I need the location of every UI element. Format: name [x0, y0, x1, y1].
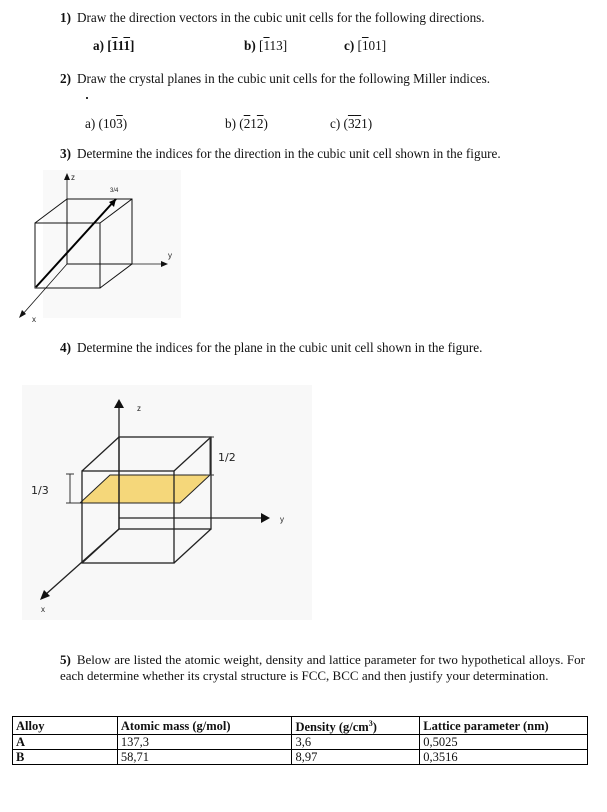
cell-atomic-mass: 58,71	[117, 750, 292, 765]
q1-option-a	[93, 38, 134, 54]
fig4-label-half: 1/2	[218, 451, 236, 464]
fig4-axis-x-label: x	[41, 605, 45, 614]
bracket: (	[343, 116, 348, 131]
header-atomic-mass: Atomic mass (g/mol)	[117, 717, 292, 735]
overlined-index: 2	[256, 116, 264, 131]
cell-atomic-mass: 137,3	[117, 735, 292, 750]
option-label: b)	[244, 38, 256, 53]
question-1	[60, 10, 485, 26]
bracket: )	[122, 116, 128, 131]
alloy-table	[12, 716, 588, 765]
cell-alloy: A	[13, 735, 118, 750]
fig4-axis-y-label: y	[280, 515, 284, 524]
question-number: 4)	[60, 340, 71, 355]
bracket: [	[107, 38, 112, 53]
option-label: c)	[344, 38, 355, 53]
overlined-index: 3	[116, 116, 123, 131]
question-text: Draw the crystal planes in the cubic unit cells for the following Miller indices.	[77, 71, 491, 86]
bracket: ]	[130, 38, 135, 53]
overlined-index: 3	[347, 116, 355, 131]
question-2	[60, 71, 490, 87]
question-text: Determine the indices for the plane in the cubic unit cell shown in the figure.	[77, 340, 483, 355]
bracket: )	[263, 116, 268, 131]
question-text: Below are listed the atomic weight, density and lattice parameter for two hypothetical alloys. For each determine whether its crystal structure is FCC, BCC and then justify your determination.	[60, 652, 585, 683]
index: 1	[117, 38, 124, 53]
fig3-axis-y-label: y	[168, 251, 172, 260]
figure-plane-cube	[22, 385, 312, 620]
question-4	[60, 340, 482, 356]
header-alloy: Alloy	[13, 717, 118, 735]
question-text: Determine the indices for the direction in the cubic unit cell shown in the figure.	[77, 146, 501, 161]
q2-option-a	[85, 116, 127, 132]
header-density-exponent: 3	[368, 719, 373, 728]
index: 01]	[368, 38, 387, 53]
overlined-index: 1	[263, 38, 270, 53]
index: 13]	[269, 38, 288, 53]
q2-option-b	[225, 116, 268, 132]
overlined-index: 2	[354, 116, 362, 131]
question-number: 5)	[60, 652, 71, 667]
cell-density: 8,97	[292, 750, 420, 765]
stray-dot	[86, 97, 88, 99]
cell-alloy: B	[13, 750, 118, 765]
q1-option-c	[344, 38, 386, 54]
bracket: [	[357, 38, 362, 53]
overlined-index: 1	[111, 38, 118, 53]
q1-option-b	[244, 38, 287, 54]
index: 1)	[361, 116, 373, 131]
fig3-fraction-label: 3/4	[110, 188, 119, 194]
question-number: 3)	[60, 146, 71, 161]
bracket: (	[239, 116, 244, 131]
overlined-index: 1	[123, 38, 131, 53]
table-row	[13, 735, 588, 750]
index: 1	[250, 116, 257, 131]
option-label: a)	[93, 38, 104, 53]
overlined-index: 2	[243, 116, 251, 131]
cell-lattice: 0,5025	[420, 735, 588, 750]
table-row	[13, 750, 588, 765]
fig3-axis-z-label: z	[71, 173, 75, 182]
question-text: Draw the direction vectors in the cubic unit cells for the following directions.	[77, 10, 485, 25]
overlined-index: 1	[361, 38, 369, 53]
bracket: [	[259, 38, 264, 53]
question-number: 1)	[60, 10, 71, 25]
option-label: b)	[225, 116, 236, 131]
figure-direction-cube	[10, 165, 190, 325]
index: (10	[98, 116, 117, 131]
table-header-row	[13, 717, 588, 735]
question-number: 2)	[60, 71, 71, 86]
option-label: a)	[85, 116, 96, 131]
header-lattice: Lattice parameter (nm)	[420, 717, 588, 735]
question-3	[60, 146, 501, 162]
cell-density: 3,6	[292, 735, 420, 750]
fig4-label-third: 1/3	[31, 484, 49, 497]
q2-option-c	[330, 116, 372, 132]
fig4-axis-z-label: z	[137, 404, 141, 413]
header-density-close: )	[372, 720, 377, 735]
option-label: c)	[330, 116, 341, 131]
header-density	[292, 717, 420, 735]
header-density-text: Density (g/cm	[295, 720, 369, 735]
cell-lattice: 0,3516	[420, 750, 588, 765]
fig3-axis-x-label: x	[32, 315, 36, 324]
question-5	[60, 652, 585, 684]
